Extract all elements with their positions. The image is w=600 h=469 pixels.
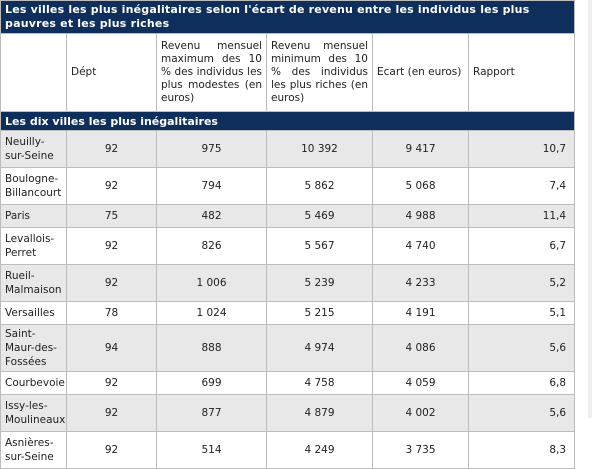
cell-revenu-min: 5 215 [267, 302, 373, 325]
cell-dept: 92 [67, 265, 157, 302]
table-title: Les villes les plus inégalitaires selon l'écart de revenu entre les individus les plus pauvres et les plus riches [1, 1, 575, 34]
cell-city: Saint-Maur-des-Fossées [1, 325, 67, 372]
cell-revenu-max: 826 [157, 228, 267, 265]
cell-revenu-max: 699 [157, 372, 267, 395]
cell-dept: 78 [67, 302, 157, 325]
cell-dept: 92 [67, 395, 157, 432]
cell-ecart: 4 191 [373, 302, 469, 325]
cell-city: Rueil-Malmaison [1, 265, 67, 302]
cell-city: Levallois-Perret [1, 228, 67, 265]
cell-dept: 92 [67, 168, 157, 205]
cell-city: Asnières-sur-Seine [1, 432, 67, 469]
cell-rapport: 8,3 [469, 432, 575, 469]
table-row [1, 372, 575, 395]
cell-dept: 92 [67, 131, 157, 168]
cell-revenu-min: 5 567 [267, 228, 373, 265]
table-row [1, 302, 575, 325]
cell-rapport: 5,6 [469, 395, 575, 432]
cell-rapport: 5,1 [469, 302, 575, 325]
cell-ecart: 4 740 [373, 228, 469, 265]
header-revenu-max: Revenu mensuel maximum des 10 % des individus les plus modestes (en euros) [157, 34, 267, 112]
cell-rapport: 5,2 [469, 265, 575, 302]
cell-revenu-min: 4 249 [267, 432, 373, 469]
cell-rapport: 10,7 [469, 131, 575, 168]
cell-city: Courbevoie [1, 372, 67, 395]
table-title-row [1, 1, 575, 34]
cell-city: Paris [1, 205, 67, 228]
header-dept: Dépt [67, 34, 157, 112]
table-row [1, 265, 575, 302]
cell-revenu-min: 5 469 [267, 205, 373, 228]
table-row [1, 228, 575, 265]
header-revenu-min: Revenu mensuel minimum des 10 % des individus les plus riches (en euros) [267, 34, 373, 112]
cell-rapport: 7,4 [469, 168, 575, 205]
cell-ecart: 9 417 [373, 131, 469, 168]
cell-revenu-max: 482 [157, 205, 267, 228]
cell-dept: 92 [67, 432, 157, 469]
cell-city: Versailles [1, 302, 67, 325]
table-header-row [1, 34, 575, 112]
page-edge-divider [588, 0, 592, 418]
cell-ecart: 5 068 [373, 168, 469, 205]
cell-city: Issy-les-Moulineaux [1, 395, 67, 432]
table-row [1, 395, 575, 432]
cell-ecart: 4 988 [373, 205, 469, 228]
cell-revenu-max: 975 [157, 131, 267, 168]
table-row [1, 131, 575, 168]
cell-dept: 92 [67, 372, 157, 395]
header-ecart: Ecart (en euros) [373, 34, 469, 112]
table-row [1, 325, 575, 372]
cell-revenu-min: 5 862 [267, 168, 373, 205]
section-row [1, 112, 575, 131]
cell-ecart: 3 735 [373, 432, 469, 469]
table-row [1, 432, 575, 469]
cell-ecart: 4 233 [373, 265, 469, 302]
cell-ecart: 4 002 [373, 395, 469, 432]
table-row [1, 205, 575, 228]
table-row [1, 168, 575, 205]
cell-dept: 92 [67, 228, 157, 265]
cell-rapport: 6,8 [469, 372, 575, 395]
section-title: Les dix villes les plus inégalitaires [1, 112, 575, 131]
header-rapport: Rapport [469, 34, 575, 112]
cell-revenu-max: 888 [157, 325, 267, 372]
cell-city: Boulogne-Billancourt [1, 168, 67, 205]
cell-revenu-max: 1 024 [157, 302, 267, 325]
cell-rapport: 11,4 [469, 205, 575, 228]
cell-dept: 94 [67, 325, 157, 372]
cell-revenu-max: 794 [157, 168, 267, 205]
cell-revenu-min: 5 239 [267, 265, 373, 302]
cell-city: Neuilly-sur-Seine [1, 131, 67, 168]
cell-dept: 75 [67, 205, 157, 228]
cell-revenu-min: 4 974 [267, 325, 373, 372]
cell-revenu-max: 877 [157, 395, 267, 432]
cell-revenu-max: 1 006 [157, 265, 267, 302]
cell-revenu-min: 10 392 [267, 131, 373, 168]
cell-revenu-min: 4 758 [267, 372, 373, 395]
cell-ecart: 4 059 [373, 372, 469, 395]
cell-rapport: 6,7 [469, 228, 575, 265]
cell-rapport: 5,6 [469, 325, 575, 372]
cell-revenu-max: 514 [157, 432, 267, 469]
cell-ecart: 4 086 [373, 325, 469, 372]
header-ville [1, 34, 67, 112]
cell-revenu-min: 4 879 [267, 395, 373, 432]
